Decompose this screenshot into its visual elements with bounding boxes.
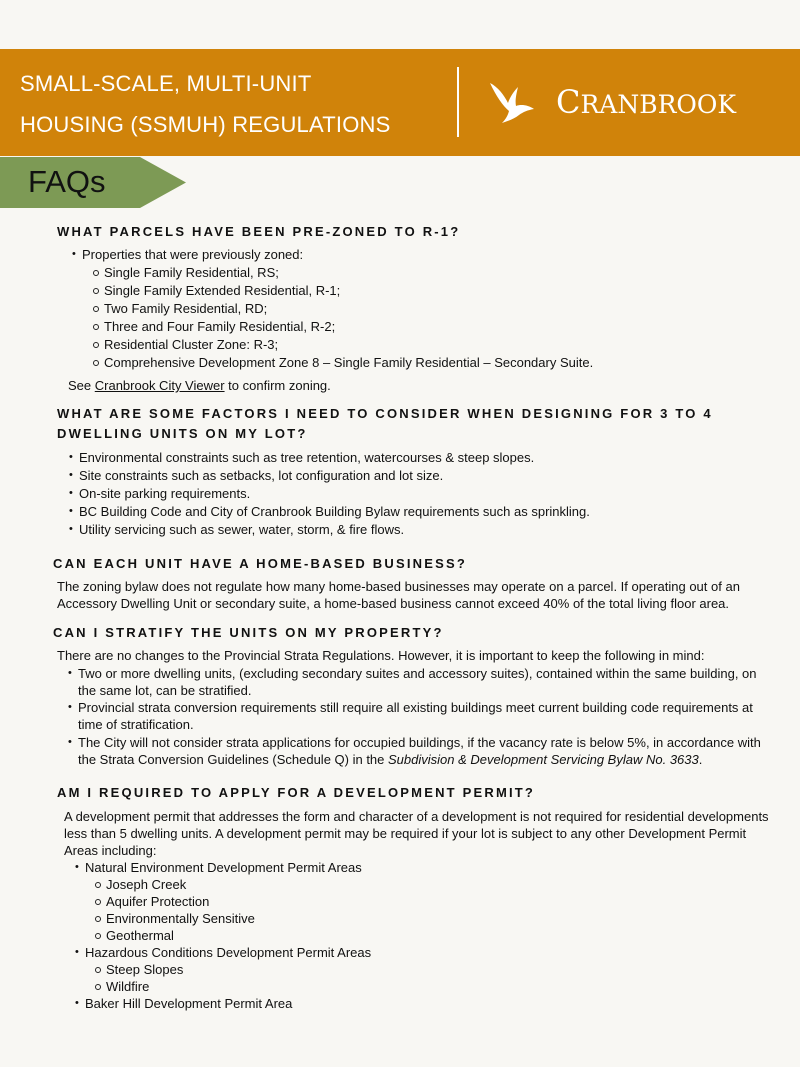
section-heading-factors: WHAT ARE SOME FACTORS I NEED TO CONSIDER WHEN DESIGNING FOR 3 TO 4 xyxy=(57,406,713,421)
title-line-1: SMALL-SCALE, MULTI-UNIT xyxy=(20,71,312,96)
sub-bullet-circle xyxy=(93,270,99,276)
list-item: On-site parking requirements. xyxy=(79,486,251,501)
see-suffix: to confirm zoning. xyxy=(224,378,331,393)
bylaw-title: Subdivision & Development Servicing Bylaw No. 3633 xyxy=(388,752,699,767)
logo-initial: C xyxy=(556,83,581,121)
list-item: Environmental constraints such as tree retention, watercourses & steep slopes. xyxy=(79,450,535,465)
sub-list-item: Geothermal xyxy=(106,928,174,943)
sub-bullet-circle xyxy=(95,916,101,922)
bird-icon xyxy=(488,79,538,125)
sub-list-item: Three and Four Family Residential, R-2; xyxy=(104,319,336,334)
sub-list-item: Steep Slopes xyxy=(106,962,184,977)
bullet-dot: • xyxy=(68,736,72,748)
bullet-dot: • xyxy=(72,248,76,260)
list-item: Provincial strata conversion requirements still require all existing buildings meet current building code requirements at xyxy=(78,700,753,715)
section-heading-factors-line-2: DWELLING UNITS ON MY LOT? xyxy=(57,426,308,441)
bullet-dot: • xyxy=(75,861,79,873)
paragraph-line: The zoning bylaw does not regulate how many home-based businesses may operate on a parcel. If operating out of an xyxy=(57,579,740,594)
bullet-dot: • xyxy=(68,667,72,679)
list-item-continued xyxy=(78,751,702,768)
bullet-dot: • xyxy=(69,487,73,499)
header-divider xyxy=(457,67,459,137)
sub-bullet-circle xyxy=(93,288,99,294)
bullet-dot: • xyxy=(69,451,73,463)
sub-list-item: Comprehensive Development Zone 8 – Single Family Residential – Secondary Suite. xyxy=(104,355,594,370)
list-item: Baker Hill Development Permit Area xyxy=(85,996,293,1011)
list-item: Natural Environment Development Permit Areas xyxy=(85,860,362,875)
section-heading-home-business: CAN EACH UNIT HAVE A HOME-BASED BUSINESS? xyxy=(53,556,468,571)
section-heading-development-permit: AM I REQUIRED TO APPLY FOR A DEVELOPMENT PERMIT? xyxy=(57,785,536,800)
list-item-continued: the same lot, can be stratified. xyxy=(78,683,252,698)
bullet-dot: • xyxy=(75,946,79,958)
bullet-dot: • xyxy=(69,523,73,535)
sub-list-item: Joseph Creek xyxy=(106,877,187,892)
paragraph-line: There are no changes to the Provincial Strata Regulations. However, it is important to keep the following in mind: xyxy=(57,648,705,663)
list-item: Utility servicing such as sewer, water, storm, & fire flows. xyxy=(79,522,405,537)
paragraph-line: less than 5 dwelling units. A development permit may be required if your lot is subject to any other Development Permit xyxy=(64,826,747,841)
city-viewer-link[interactable]: Cranbrook City Viewer xyxy=(94,378,225,393)
logo-rest: RANBROOK xyxy=(580,90,737,119)
bullet-dot: • xyxy=(69,505,73,517)
title-line-2: HOUSING (SSMUH) REGULATIONS xyxy=(20,112,391,137)
sub-bullet-circle xyxy=(95,984,101,990)
sub-list-item: Environmentally Sensitive xyxy=(106,911,255,926)
sub-bullet-circle xyxy=(93,342,99,348)
sub-bullet-circle xyxy=(95,882,101,888)
list-item: BC Building Code and City of Cranbrook Building Bylaw requirements such as sprinkling. xyxy=(79,504,590,519)
paragraph-line: Areas including: xyxy=(64,843,157,858)
sub-list-item: Aquifer Protection xyxy=(106,894,210,909)
section-heading-stratify: CAN I STRATIFY THE UNITS ON MY PROPERTY? xyxy=(53,625,444,640)
faq-banner xyxy=(0,157,186,208)
sub-bullet-circle xyxy=(95,967,101,973)
sub-bullet-circle xyxy=(95,899,101,905)
list-item: The City will not consider strata applications for occupied buildings, if the vacancy rate is below 5%, in accordance with xyxy=(78,735,761,750)
sub-list-item: Single Family Residential, RS; xyxy=(104,265,279,280)
strata-period: . xyxy=(698,752,703,767)
sub-list-item: Two Family Residential, RD; xyxy=(104,301,268,316)
bullet-dot: • xyxy=(69,469,73,481)
logo-wordmark xyxy=(556,83,736,121)
section-heading-prezoned: WHAT PARCELS HAVE BEEN PRE-ZONED TO R-1? xyxy=(57,224,461,239)
sub-bullet-circle xyxy=(93,360,99,366)
sub-list-item: Residential Cluster Zone: R-3; xyxy=(104,337,279,352)
list-item: Properties that were previously zoned: xyxy=(82,247,304,262)
sub-bullet-circle xyxy=(93,306,99,312)
sub-bullet-circle xyxy=(95,933,101,939)
paragraph-line: Accessory Dwelling Unit or secondary suite, a home-based business cannot exceed 40% of the total living floor area. xyxy=(57,596,730,611)
list-item: Site constraints such as setbacks, lot configuration and lot size. xyxy=(79,468,444,483)
cranbrook-logo xyxy=(488,77,788,127)
header-banner xyxy=(0,49,800,156)
faq-label: FAQs xyxy=(28,164,106,199)
sub-bullet-circle xyxy=(93,324,99,330)
bullet-dot: • xyxy=(68,701,72,713)
page-title xyxy=(20,63,390,145)
see-viewer-line xyxy=(68,377,331,394)
sub-list-item: Single Family Extended Residential, R-1; xyxy=(104,283,341,298)
strata-text: the Strata Conversion Guidelines (Schedule Q) in the xyxy=(78,752,389,767)
list-item-continued: time of stratification. xyxy=(78,717,194,732)
list-item: Hazardous Conditions Development Permit Areas xyxy=(85,945,372,960)
see-prefix: See xyxy=(68,378,95,393)
paragraph-line: A development permit that addresses the form and character of a development is not required for residential developments xyxy=(64,809,769,824)
sub-list-item: Wildfire xyxy=(106,979,150,994)
list-item: Two or more dwelling units, (excluding secondary suites and accessory suites), contained within the same building, on xyxy=(78,666,757,681)
bullet-dot: • xyxy=(75,997,79,1009)
